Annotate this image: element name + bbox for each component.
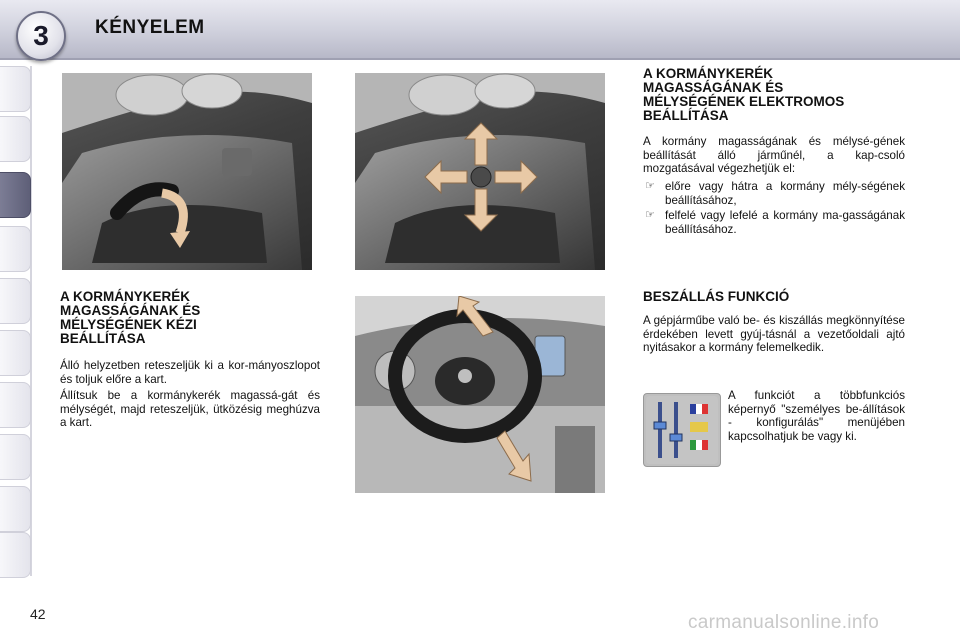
photo-manual-lever <box>62 73 312 270</box>
heading-line: BEÁLLÍTÁSA <box>60 331 146 346</box>
chapter-number-badge <box>16 11 66 61</box>
electric-adjust-intro: A kormány magasságának és mélysé-gének beállítását álló járműnél, a kap-csoló mozgatásával végezhetjük el: <box>643 135 905 175</box>
heading-line: MÉLYSÉGÉNEK KÉZI <box>60 317 197 332</box>
heading-line: MAGASSÁGÁNAK ÉS <box>643 80 784 95</box>
manual-adjust-heading <box>60 290 320 346</box>
bullet-text: előre vagy hátra a kormány mély-ségének beállításához, <box>665 180 905 207</box>
side-tab[interactable] <box>0 226 31 272</box>
manual-adjust-para-2: Állítsuk be a kormánykerék magassá-gát és mélységét, majd reteszeljük, ütközésig meghúzva a kart. <box>60 389 320 429</box>
side-tab[interactable] <box>0 66 31 112</box>
electric-bullet-depth <box>643 180 905 207</box>
pointing-hand-icon: ☞ <box>645 209 655 221</box>
pointing-hand-icon: ☞ <box>645 180 655 192</box>
heading-line: MAGASSÁGÁNAK ÉS <box>60 303 201 318</box>
side-tab[interactable] <box>0 532 31 578</box>
manual-adjust-para-1: Álló helyzetben reteszeljük ki a kor-mányoszlopot és toljuk előre a kart. <box>60 359 320 386</box>
entry-function-note: A funkciót a többfunkciós képernyő "személyes be-állítások - konfigurálás" menüjében kapcsolhatjuk be vagy ki. <box>728 389 905 443</box>
side-tab-active[interactable] <box>0 172 31 218</box>
entry-function-heading: BESZÁLLÁS FUNKCIÓ <box>643 289 790 304</box>
chapter-header <box>0 0 960 60</box>
side-tab[interactable] <box>0 486 31 532</box>
chapter-number: 3 <box>33 20 49 51</box>
side-tab[interactable] <box>0 434 31 480</box>
bullet-text: felfelé vagy lefelé a kormány ma-gasságának beállításához. <box>665 209 905 236</box>
electric-bullet-height <box>643 209 905 236</box>
side-tab[interactable] <box>0 278 31 324</box>
sliders-flags-icon <box>643 393 721 467</box>
entry-function-para: A gépjárműbe való be- és kiszállás megkönnyítése érdekében levett gyúj-tásnál a vezetőoldali ajtó nyitásakor a kormány felemelkedik. <box>643 314 905 354</box>
photo-electric-switch <box>355 73 605 270</box>
page-number: 42 <box>30 606 46 622</box>
heading-line: A KORMÁNYKERÉK <box>643 66 774 81</box>
side-tabs <box>0 66 34 576</box>
chapter-title: KÉNYELEM <box>95 17 205 38</box>
side-tab[interactable] <box>0 116 31 162</box>
heading-line: MÉLYSÉGÉNEK ELEKTROMOS <box>643 94 845 109</box>
electric-adjust-heading <box>643 67 908 123</box>
photo-steering-wheel <box>355 296 605 493</box>
side-tab[interactable] <box>0 382 31 428</box>
heading-line: BEÁLLÍTÁSA <box>643 108 729 123</box>
side-tab[interactable] <box>0 330 31 376</box>
heading-line: A KORMÁNYKERÉK <box>60 289 191 304</box>
watermark: carmanualsonline.info <box>688 612 880 633</box>
